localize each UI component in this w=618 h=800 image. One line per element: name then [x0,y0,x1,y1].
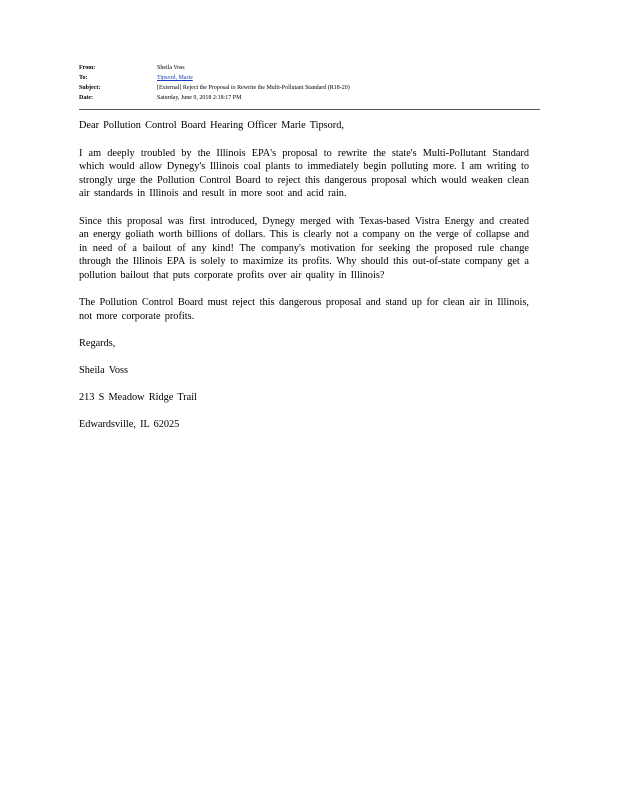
date-value: Saturday, June 9, 2018 2:18:17 PM [157,95,242,101]
subject-row [79,83,539,93]
date-label: Date: [79,95,93,101]
to-label: To: [79,75,88,81]
salutation: Dear Pollution Control Board Hearing Officer Marie Tipsord, [79,120,344,131]
to-row [79,73,539,83]
to-value-link[interactable]: Tipsord, Marie [157,75,193,81]
body-paragraph-2: Since this proposal was first introduced, Dynegy merged with Texas-based Vistra Energy and created an energy goliath worth billions of dollars. This is clearly not a company on the verge of collapse and in need of a bailout of any kind! The company's motivation for seeking the proposed rule change through the Illinois EPA is solely to maximize its profits. Why should this out-of-state company get a pollution bailout that puts corporate profits over air quality in Illinois? [79,215,529,281]
body-paragraph-1: I am deeply troubled by the Illinois EPA's proposal to rewrite the state's Multi-Pollutant Standard which would allow Dynegy's Illinois coal plants to immediately begin polluting more. I am writing to strongly urge the Pollution Control Board to reject this dangerous proposal which would weaken clean air standards in Illinois and result in more soot and acid rain. [79,147,529,200]
closing: Regards, [79,337,116,349]
sender-street: 213 S Meadow Ridge Trail [79,392,197,404]
email-body [79,119,529,446]
from-label: From: [79,65,96,71]
subject-value: [External] Reject the Proposal to Rewrite the Multi-Pollutant Standard (R18-20) [157,85,350,91]
date-row [79,93,539,103]
from-row [79,63,539,73]
header-divider [79,109,540,110]
sender-city: Edwardsville, IL 62025 [79,419,180,431]
subject-label: Subject: [79,85,101,91]
sender-name: Sheila Voss [79,365,128,377]
from-value: Sheila Voss [157,65,185,71]
body-paragraph-3: The Pollution Control Board must reject this dangerous proposal and stand up for clean air in Illinois, not more corporate profits. [79,297,529,322]
signature-block [79,337,529,432]
email-header [79,63,539,103]
